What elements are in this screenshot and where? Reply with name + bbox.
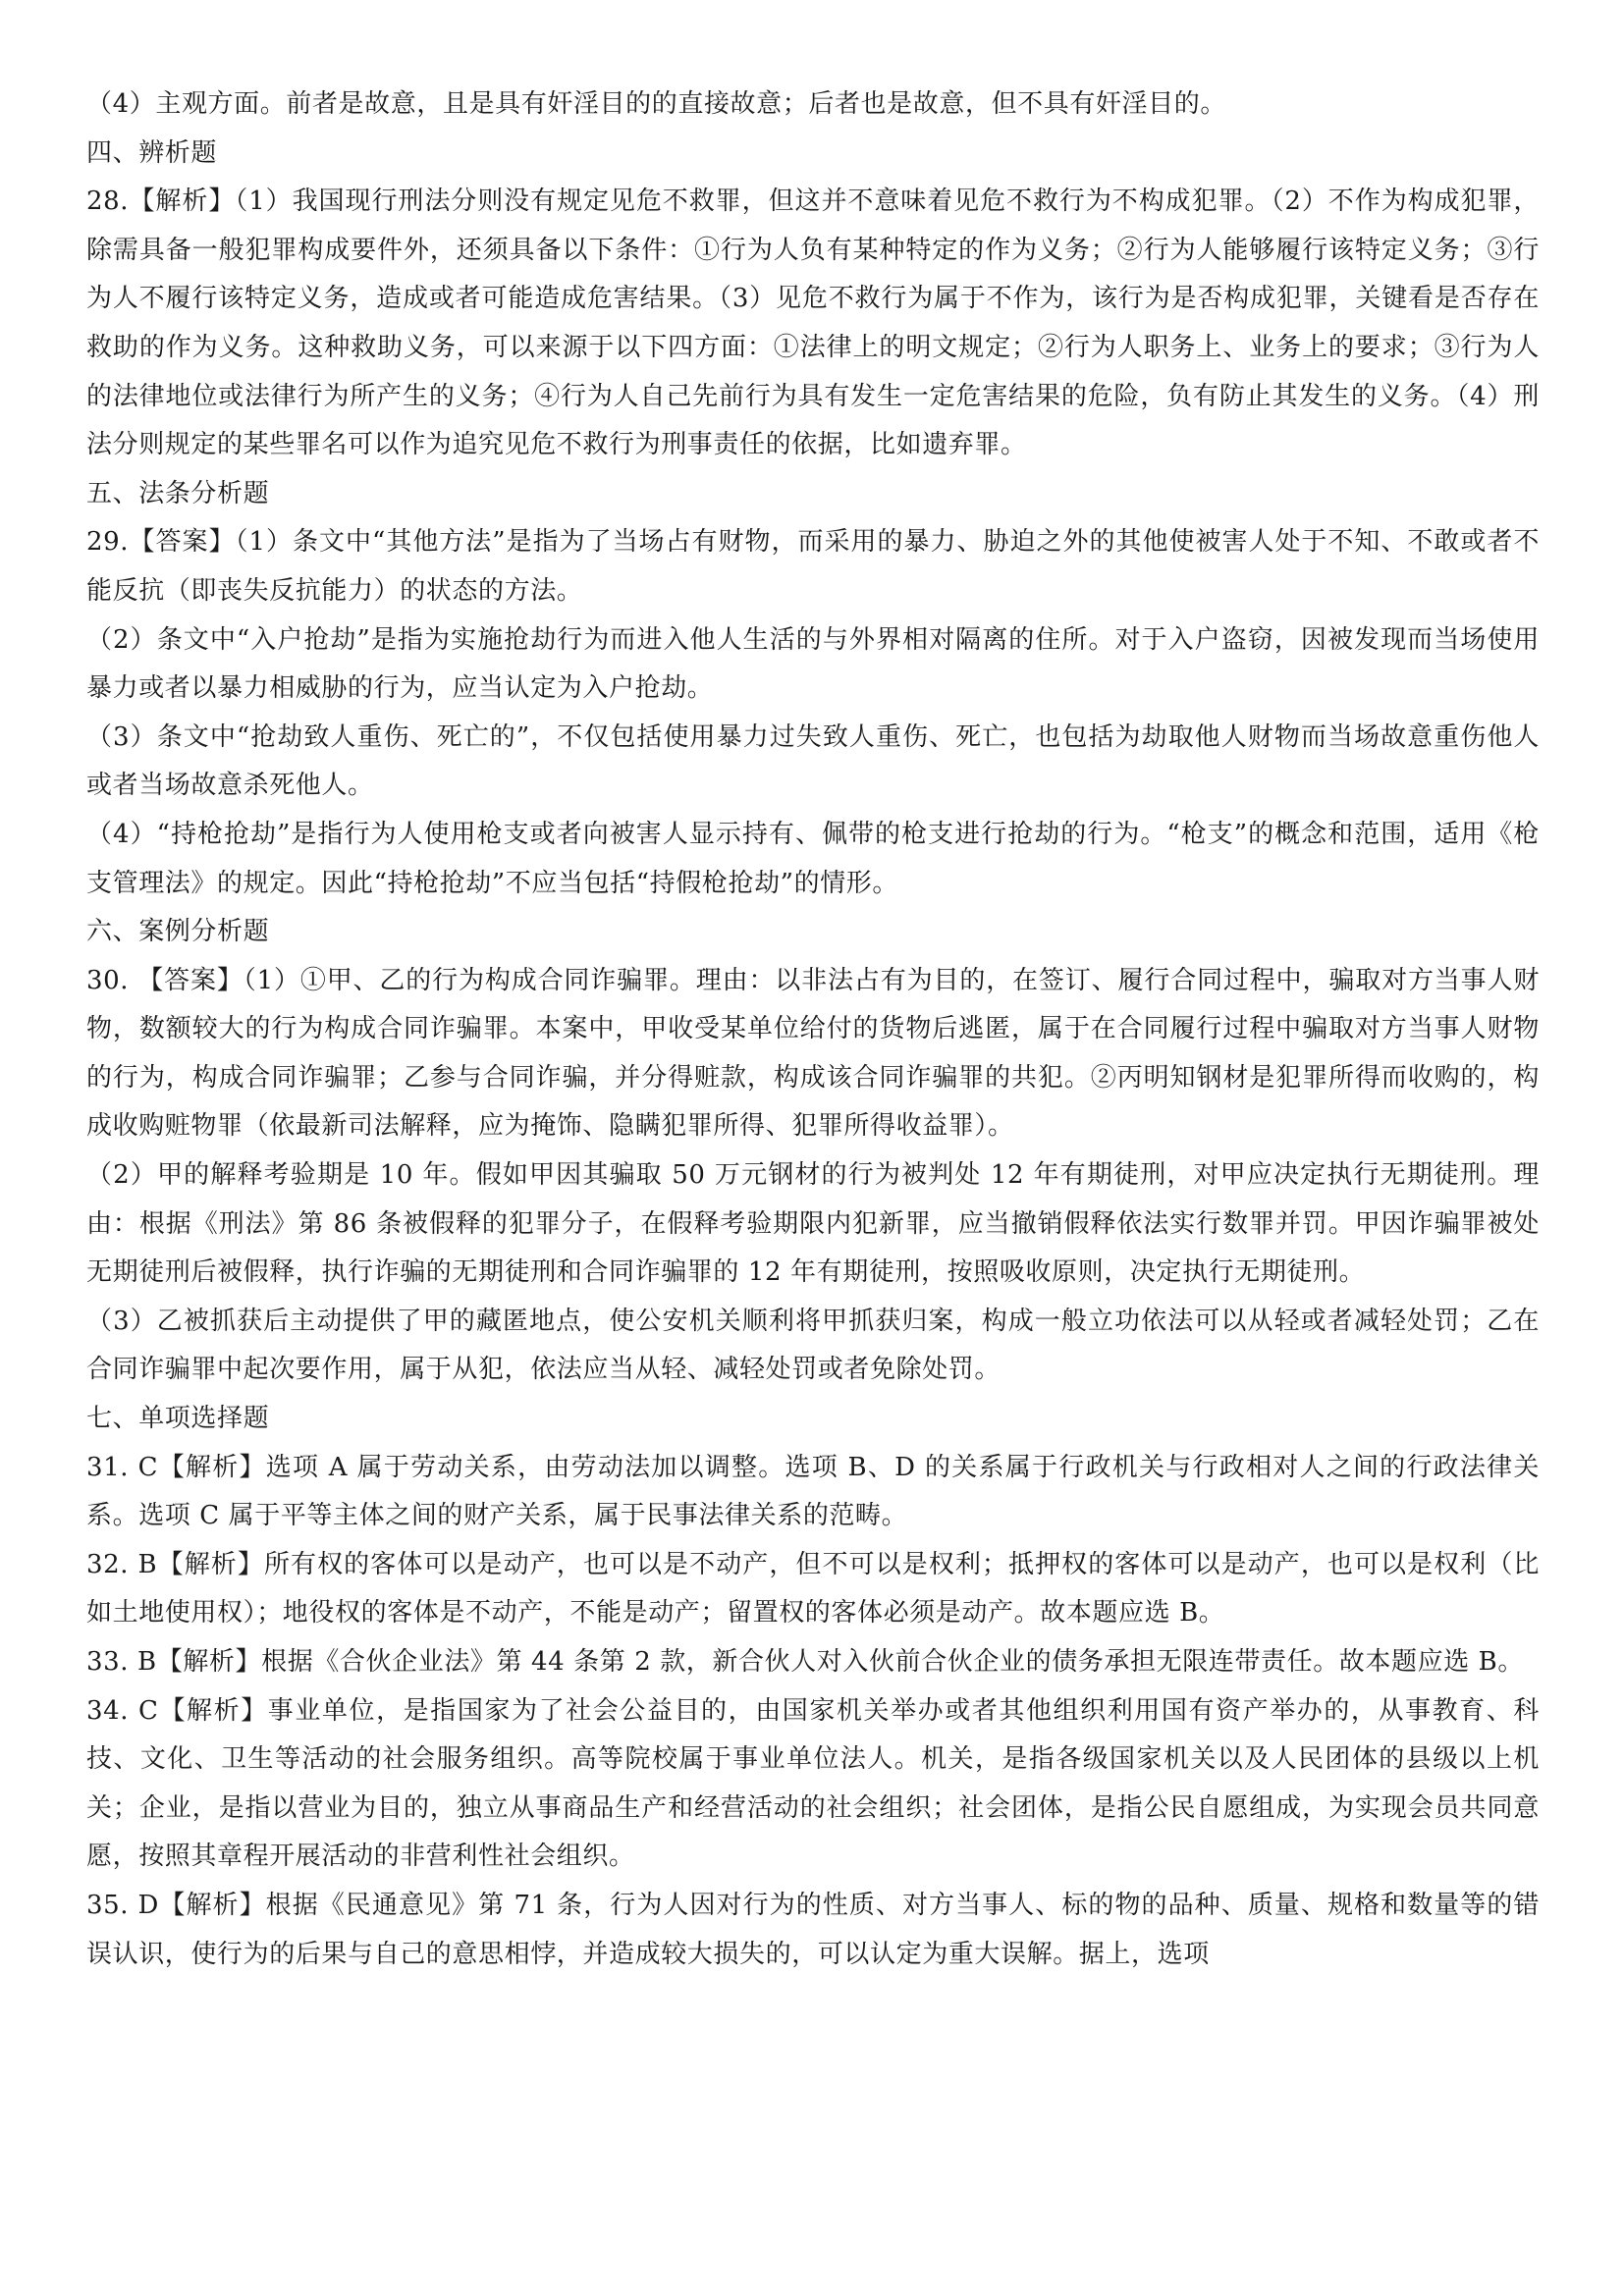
paragraph: （3）条文中“抢劫致人重伤、死亡的”，不仅包括使用暴力过失致人重伤、死亡，也包括为劫取他人财物而当场故意重伤他人或者当场故意杀死他人。	[86, 721, 1540, 801]
paragraph: （2）条文中“入户抢劫”是指为实施抢劫行为而进入他人生活的与外界相对隔离的住所。对于入户盗窃，因被发现而当场使用暴力或者以暴力相威胁的行为，应当认定为入户抢劫。	[86, 624, 1540, 704]
paragraph: （2）甲的解释考验期是 10 年。假如甲因其骗取 50 万元钢材的行为被判处 12 年有期徒刑，对甲应决定执行无期徒刑。理由：根据《刑法》第 86 条被假释的犯罪分子，在假释考验期限内犯新罪，应当撤销假释依法实行数罪并罚。甲因诈骗罪被处无期徒刑后被假释，执行诈骗的无期徒刑和合同诈骗罪的 12 年有期徒刑，按照吸收原则，决定执行无期徒刑。	[86, 1160, 1540, 1288]
paragraph: 28.【解析】（1）我国现行刑法分则没有规定见危不救罪，但这并不意味着见危不救行为不构成犯罪。（2）不作为构成犯罪，除需具备一般犯罪构成要件外，还须具备以下条件：①行为人负有某种特定的作为义务；②行为人能够履行该特定义务；③行为人不履行该特定义务，造成或者可能造成危害结果。（3）见危不救行为属于不作为，该行为是否构成犯罪，关键看是否存在救助的作为义务。这种救助义务，可以来源于以下四方面：①法律上的明文规定；②行为人职务上、业务上的要求；③行为人的法律地位或法律行为所产生的义务；④行为人自己先前行为具有发生一定危害结果的危险，负有防止其发生的义务。（4）刑法分则规定的某些罪名可以作为追究见危不救行为刑事责任的依据，比如遗弃罪。	[86, 187, 1540, 460]
paragraph: 34. C【解析】事业单位，是指国家为了社会公益目的，由国家机关举办或者其他组织利用国有资产举办的，从事教育、科技、文化、卫生等活动的社会服务组织。高等院校属于事业单位法人。机关，是指各级国家机关以及人民团体的县级以上机关；企业，是指以营业为目的，独立从事商品生产和经营活动的社会组织；社会团体，是指公民自愿组成，为实现会员共同意愿，按照其章程开展活动的非营利性社会组织。	[86, 1695, 1540, 1872]
paragraph: 33. B【解析】根据《合伙企业法》第 44 条第 2 款，新合伙人对入伙前合伙企业的债务承担无限连带责任。故本题应选 B。	[86, 1647, 1524, 1677]
paragraph: 30. 【答案】（1）①甲、乙的行为构成合同诈骗罪。理由：以非法占有为目的，在签订、履行合同过程中，骗取对方当事人财物，数额较大的行为构成合同诈骗罪。本案中，甲收受某单位给付的货物后逃匿，属于在合同履行过程中骗取对方当事人财物的行为，构成合同诈骗罪；乙参与合同诈骗，并分得赃款，构成该合同诈骗罪的共犯。②丙明知钢材是犯罪所得而收购的，构成收购赃物罪（依最新司法解释，应为掩饰、隐瞒犯罪所得、犯罪所得收益罪）。	[86, 965, 1540, 1142]
paragraph: 31. C【解析】选项 A 属于劳动关系，由劳动法加以调整。选项 B、D 的关系属于行政机关与行政相对人之间的行政法律关系。选项 C 属于平等主体之间的财产关系，属于民事法律关系的范畴。	[86, 1452, 1540, 1531]
paragraph: 35. D【解析】根据《民通意见》第 71 条，行为人因对行为的性质、对方当事人、标的物的品种、质量、规格和数量等的错误认识，使行为的后果与自己的意思相悖，并造成较大损失的，可以认定为重大误解。据上，选项	[86, 1890, 1540, 1969]
paragraph: 29.【答案】（1）条文中“其他方法”是指为了当场占有财物，而采用的暴力、胁迫之外的其他使被害人处于不知、不敢或者不能反抗（即丧失反抗能力）的状态的方法。	[86, 527, 1540, 606]
paragraph: （3）乙被抓获后主动提供了甲的藏匿地点，使公安机关顺利将甲抓获归案，构成一般立功依法可以从轻或者减轻处罚；乙在合同诈骗罪中起次要作用，属于从犯，依法应当从轻、减轻处罚或者免除处罚。	[86, 1306, 1540, 1385]
paragraph: 32. B【解析】所有权的客体可以是动产，也可以是不动产，但不可以是权利；抵押权的客体可以是动产，也可以是权利（比如土地使用权）；地役权的客体是不动产，不能是动产；留置权的客体必须是动产。故本题应选 B。	[86, 1549, 1540, 1629]
paragraph: （4）“持枪抢劫”是指行为人使用枪支或者向被害人显示持有、佩带的枪支进行抢劫的行为。“枪支”的概念和范围，适用《枪支管理法》的规定。因此“持枪抢劫”不应当包括“持假枪抢劫”的情形。	[86, 819, 1540, 898]
section-heading: 六、案例分析题	[86, 917, 270, 947]
section-heading: 五、法条分析题	[86, 478, 270, 508]
paragraph: （4）主观方面。前者是故意，且是具有奸淫目的的直接故意；后者也是故意，但不具有奸淫目的。	[86, 89, 1226, 119]
section-heading: 四、辨析题	[86, 137, 218, 168]
document-body	[86, 80, 1540, 1979]
section-heading: 七、单项选择题	[86, 1404, 270, 1434]
